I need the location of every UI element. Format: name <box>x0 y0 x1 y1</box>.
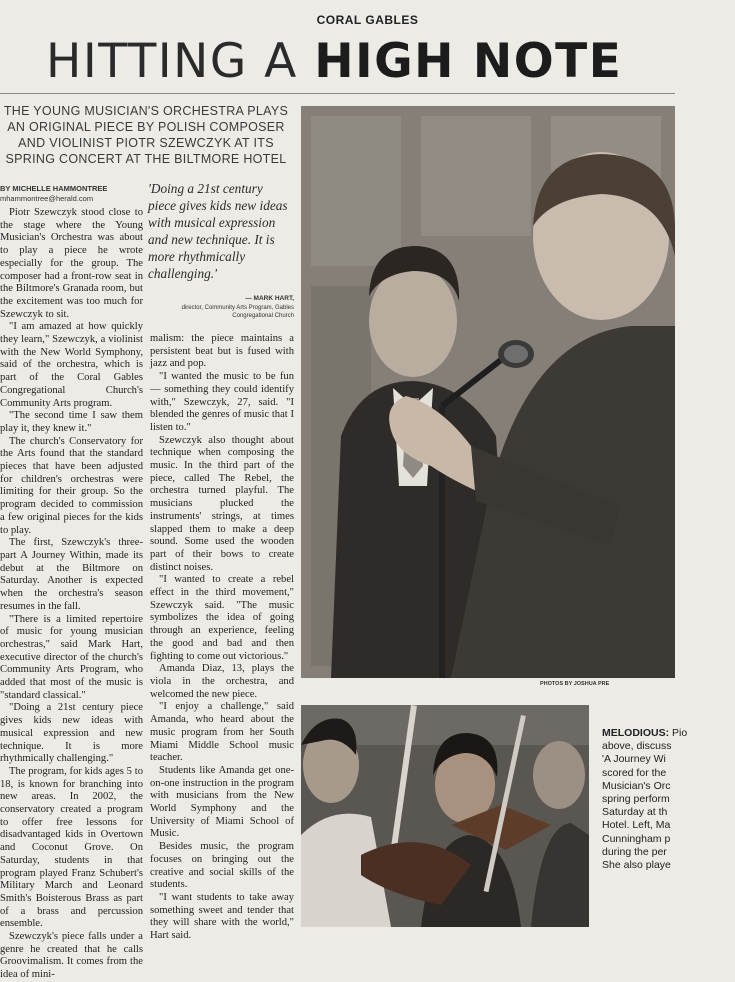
paragraph: "I want students to take away something sweet and tender that they will share with the world," Hart said. <box>150 891 294 942</box>
paragraph: Besides music, the program focuses on bringing out the creative and social skills of the students. <box>150 841 294 891</box>
headline <box>46 34 623 89</box>
paragraph: "I wanted to create a rebel effect in the third movement," Szewczyk said. "The music symbolizes the idea of going through an experience, feeling the good and bad and then fighting to come out victorious." <box>150 574 294 662</box>
caption-line: spring perform <box>602 793 670 806</box>
paragraph: The church's Conservatory for the Arts found that the standard pieces that have been adjusted for children's orchestras were limiting for their group. So the program decided to commission a few original pieces for the kids to play. <box>0 435 143 536</box>
caption-lead: MELODIOUS: <box>602 727 670 739</box>
pull-quote-attribution <box>150 295 294 321</box>
paragraph: "The second time I saw them play it, they knew it." <box>0 410 143 434</box>
caption-line: Hotel. Left, Ma <box>602 819 671 832</box>
paragraph: "I wanted the music to be fun — something they could identify with," Szewczyk, 27, said. "I blended the genres of music that I listen to." <box>150 371 294 433</box>
caption-line: Musician's Orc <box>602 779 671 792</box>
paragraph: "There is a limited repertoire of music for young musician orchestras," said Mark Hart, executive director of the church's Community Arts Program, who added that most of the music is "standard classical." <box>0 613 143 701</box>
paragraph: Amanda Diaz, 13, plays the viola in the orchestra, and welcomed the new piece. <box>150 663 294 700</box>
article-column-2 <box>150 333 294 943</box>
headline-rule <box>0 93 675 94</box>
section-label: CORAL GABLES <box>316 13 419 27</box>
caption-line: Cunningham p <box>602 832 671 845</box>
byline-name: BY MICHELLE HAMMONTREE <box>0 184 108 193</box>
paragraph: Szewczyk's piece falls under a genre he created that he calls Groovimalism. It comes from the idea of mini- <box>0 931 143 981</box>
photo-second-illustration <box>301 705 589 927</box>
paragraph: The program, for kids ages 5 to 18, is known for branching into new areas. In 2002, the conservatory created a program to offer free lessons for disadvantaged kids in Overtown and Coconut Grove. On Saturday, students in that program played Franz Schubert's Military March and Leonard Smith's Boisterous Brass as part of a brass and percussion ensemble. <box>0 765 143 930</box>
headline-bold: HIGH NOTE <box>314 34 623 89</box>
paragraph: "Doing a 21st century piece gives kids new ideas with musical expression and new technique. It is more rhythmically challenging." <box>0 702 143 765</box>
paragraph: "I am amazed at how quickly they learn," Szewczyk, a violinist with the New World Symphony, said of the orchestra, which is part of the Coral Gables Congregational Church's Community Arts program. <box>0 321 143 409</box>
byline <box>0 184 145 204</box>
paragraph: The first, Szewczyk's three-part A Journey Within, made its debut at the Biltmore on Saturday. Another is expected when the orchestra's season resumes in the fall. <box>0 537 143 612</box>
photo-caption <box>602 727 688 872</box>
byline-email: mhammontree@herald.com <box>0 194 94 203</box>
pull-quote: 'Doing a 21st century piece gives kids new ideas with musical expression and new technique. It is more rhythmically challenging.' <box>148 181 288 281</box>
caption-line: above, discuss <box>602 740 672 753</box>
caption-line: Pio <box>669 727 688 739</box>
photo-composer-at-microphone <box>301 106 675 678</box>
paragraph: Students like Amanda get one-on-one instruction in the program with musicians from the New World Symphony and the University of Miami School of Music. <box>150 764 294 840</box>
caption-line: She also playe <box>602 859 671 872</box>
photo-young-violinists <box>301 705 589 927</box>
deck: THE YOUNG MUSICIAN'S ORCHESTRA PLAYS AN ORIGINAL PIECE BY POLISH COMPOSER AND VIOLINIST PIOTR SZEWCZYK AT ITS SPRING CONCERT AT THE BILTMORE HOTEL <box>3 104 289 166</box>
caption-line: 'A Journey Wi <box>602 753 666 766</box>
pull-quote-name: — MARK HART, <box>245 295 294 302</box>
article-column-1 <box>0 207 143 982</box>
paragraph: Piotr Szewczyk stood close to the stage where the Young Musician's Orchestra was about to play a piece he wrote especially for the group. The composer had a front-row seat in the Biltmore's Granada room, but the excitement was too much for Szewczyk to sit. <box>0 207 143 320</box>
caption-line: Saturday at th <box>602 806 668 819</box>
photo-credit: PHOTOS BY JOSHUA PRE <box>540 681 610 687</box>
caption-line: during the per <box>602 845 667 858</box>
pull-quote-title: director, Community Arts Program, Gables Congregational Church <box>181 304 294 319</box>
paragraph: "I enjoy a challenge," said Amanda, who heard about the music program from her South Miami Middle School music teacher. <box>150 701 294 764</box>
headline-light: HITTING A <box>46 34 315 89</box>
paragraph: Szewczyk also thought about technique when composing the music. In the third part of the piece, called The Rebel, the orchestra turned playful. The musicians plucked the instruments' strings, at times slapped them to make a deep sound. Some used the wooden part of their bows to create distinct noises. <box>150 434 294 573</box>
paragraph: malism: the piece maintains a persistent beat but is fused with jazz and pop. <box>150 333 294 370</box>
photo-main-illustration <box>301 106 675 678</box>
caption-line: scored for the <box>602 766 667 779</box>
